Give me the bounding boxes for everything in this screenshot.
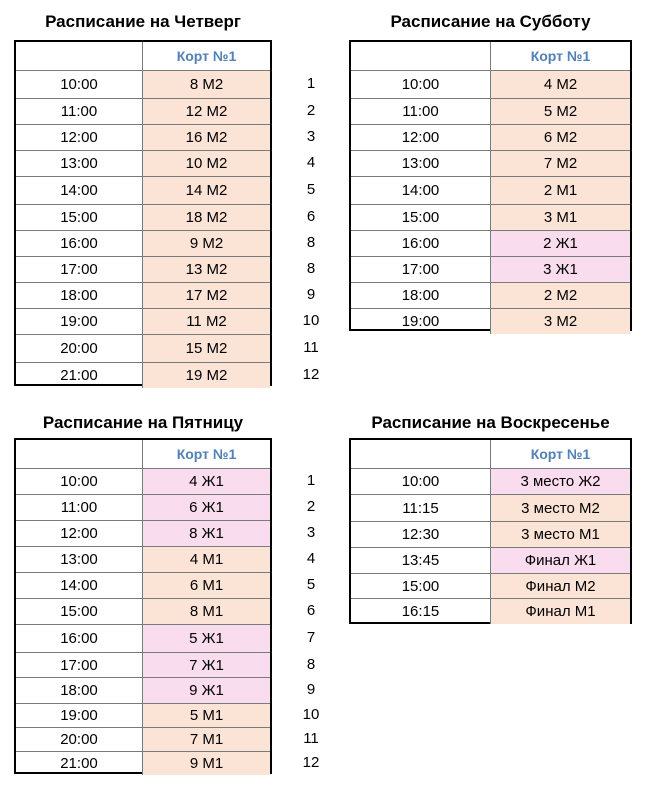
time-cell: 15:00 xyxy=(16,205,143,230)
table-row xyxy=(351,598,630,624)
match-cell: 14 М2 xyxy=(143,177,270,204)
time-cell: 12:00 xyxy=(351,125,491,150)
time-cell: 15:00 xyxy=(351,574,491,598)
header-time-cell xyxy=(351,440,491,468)
header-time-cell xyxy=(16,42,143,70)
time-cell: 19:00 xyxy=(351,309,491,334)
match-cell: 10 М2 xyxy=(143,151,270,176)
time-cell: 16:15 xyxy=(351,599,491,624)
time-cell: 14:00 xyxy=(351,177,491,204)
saturday-table xyxy=(349,40,632,331)
match-number: 8 xyxy=(306,234,316,251)
header-row xyxy=(351,42,630,70)
time-cell: 16:00 xyxy=(16,231,143,256)
match-number: 5 xyxy=(306,576,316,593)
time-cell: 11:00 xyxy=(351,99,491,124)
time-cell: 13:00 xyxy=(351,151,491,176)
table-row xyxy=(16,598,270,624)
match-cell: Финал Ж1 xyxy=(491,548,630,573)
thursday-table xyxy=(14,40,272,386)
time-cell: 15:00 xyxy=(351,205,491,230)
table-row xyxy=(351,494,630,521)
match-cell: 15 М2 xyxy=(143,335,270,362)
table-row xyxy=(16,230,270,256)
time-cell: 12:30 xyxy=(351,522,491,547)
match-number: 3 xyxy=(306,524,316,541)
time-cell: 12:00 xyxy=(16,125,143,150)
table-row xyxy=(16,98,270,124)
table-row xyxy=(16,520,270,546)
sunday-table xyxy=(349,438,632,624)
match-cell: 6 Ж1 xyxy=(143,495,270,520)
time-cell: 11:15 xyxy=(351,495,491,521)
match-number: 12 xyxy=(302,754,320,771)
match-cell: 3 М2 xyxy=(491,309,630,334)
match-number: 4 xyxy=(306,550,316,567)
table-row xyxy=(16,124,270,150)
match-number: 6 xyxy=(306,602,316,619)
match-number: 1 xyxy=(306,75,316,92)
match-number: 7 xyxy=(306,629,316,646)
match-cell: 3 место М2 xyxy=(491,495,630,521)
match-cell: Финал М1 xyxy=(491,599,630,624)
table-row xyxy=(16,727,270,751)
match-cell: 8 М2 xyxy=(143,71,270,98)
court-header: Корт №1 xyxy=(530,446,591,462)
time-cell: 10:00 xyxy=(351,469,491,494)
sunday-title: Расписание на Воскресенье xyxy=(371,413,610,432)
match-number: 8 xyxy=(306,655,316,673)
match-number: 1 xyxy=(306,472,316,489)
friday-table xyxy=(14,438,272,774)
match-cell: 8 М1 xyxy=(143,599,270,624)
table-row xyxy=(16,204,270,230)
table-row xyxy=(351,204,630,230)
header-time-cell xyxy=(351,42,491,70)
time-cell: 16:00 xyxy=(351,231,491,256)
match-number: 6 xyxy=(306,208,316,225)
match-cell: 16 М2 xyxy=(143,125,270,150)
match-number: 2 xyxy=(306,498,316,515)
table-row xyxy=(351,282,630,308)
match-cell: 5 Ж1 xyxy=(143,625,270,652)
match-number: 11 xyxy=(303,730,319,747)
match-number: 2 xyxy=(306,102,316,119)
time-cell: 12:00 xyxy=(16,521,143,546)
time-cell: 15:00 xyxy=(16,599,143,624)
table-row xyxy=(351,98,630,124)
time-cell: 13:00 xyxy=(16,151,143,176)
time-cell: 11:00 xyxy=(16,495,143,520)
match-cell: 3 Ж1 xyxy=(491,257,630,282)
table-row xyxy=(16,494,270,520)
time-cell: 20:00 xyxy=(16,728,143,751)
match-cell: 2 М1 xyxy=(491,177,630,204)
time-cell: 10:00 xyxy=(16,469,143,494)
header-row xyxy=(351,440,630,468)
time-cell: 17:00 xyxy=(351,257,491,282)
match-cell: 3 место Ж2 xyxy=(491,469,630,494)
match-cell: 18 М2 xyxy=(143,205,270,230)
match-cell: 6 М2 xyxy=(491,125,630,150)
table-row xyxy=(351,230,630,256)
match-number: 9 xyxy=(306,286,316,303)
time-cell: 18:00 xyxy=(16,283,143,308)
match-cell: 4 М1 xyxy=(143,547,270,572)
match-cell: 9 М2 xyxy=(143,231,270,256)
time-cell: 17:00 xyxy=(16,653,143,677)
match-cell: 2 Ж1 xyxy=(491,231,630,256)
match-cell: 19 М2 xyxy=(143,363,270,388)
table-row xyxy=(16,70,270,98)
time-cell: 14:00 xyxy=(16,177,143,204)
table-row xyxy=(351,70,630,98)
time-cell: 11:00 xyxy=(16,99,143,124)
table-row xyxy=(351,573,630,598)
match-cell: 7 М1 xyxy=(143,728,270,751)
match-cell: Финал М2 xyxy=(491,574,630,598)
match-number: 8 xyxy=(306,260,316,277)
table-row xyxy=(16,308,270,334)
match-cell: 4 Ж1 xyxy=(143,469,270,494)
time-cell: 13:45 xyxy=(351,548,491,573)
match-cell: 7 М2 xyxy=(491,151,630,176)
time-cell: 19:00 xyxy=(16,309,143,334)
friday-title: Расписание на Пятницу xyxy=(42,413,244,432)
table-row xyxy=(351,150,630,176)
match-cell: 3 М1 xyxy=(491,205,630,230)
court-header: Корт №1 xyxy=(530,48,591,64)
match-cell: 8 Ж1 xyxy=(143,521,270,546)
match-cell: 11 М2 xyxy=(143,309,270,334)
time-cell: 21:00 xyxy=(16,752,143,775)
table-row xyxy=(16,703,270,727)
table-row xyxy=(16,468,270,494)
match-number: 10 xyxy=(302,312,320,329)
court-header: Корт №1 xyxy=(176,48,237,64)
header-row xyxy=(16,440,270,468)
match-number: 4 xyxy=(306,154,316,171)
match-cell: 5 М2 xyxy=(491,99,630,124)
table-row xyxy=(16,677,270,703)
time-cell: 20:00 xyxy=(16,335,143,362)
match-cell: 9 М1 xyxy=(143,752,270,775)
match-cell: 9 Ж1 xyxy=(143,678,270,703)
court-header: Корт №1 xyxy=(176,446,237,462)
table-row xyxy=(16,282,270,308)
table-row xyxy=(16,176,270,204)
time-cell: 17:00 xyxy=(16,257,143,282)
match-number: 12 xyxy=(302,366,320,383)
table-row xyxy=(16,751,270,775)
time-cell: 18:00 xyxy=(351,283,491,308)
match-number: 10 xyxy=(302,706,320,723)
table-row xyxy=(351,547,630,573)
saturday-title: Расписание на Субботу xyxy=(390,12,591,31)
table-row xyxy=(16,572,270,598)
table-row xyxy=(16,256,270,282)
table-row xyxy=(16,546,270,572)
time-cell: 10:00 xyxy=(351,71,491,98)
time-cell: 18:00 xyxy=(16,678,143,703)
match-cell: 4 М2 xyxy=(491,71,630,98)
time-cell: 19:00 xyxy=(16,704,143,727)
table-row xyxy=(351,176,630,204)
match-cell: 3 место М1 xyxy=(491,522,630,547)
table-row xyxy=(16,362,270,388)
table-row xyxy=(351,468,630,494)
table-row xyxy=(16,624,270,652)
time-cell: 16:00 xyxy=(16,625,143,652)
match-number: 9 xyxy=(306,681,316,698)
time-cell: 10:00 xyxy=(16,71,143,98)
match-cell: 5 М1 xyxy=(143,704,270,727)
match-cell: 17 М2 xyxy=(143,283,270,308)
table-row xyxy=(351,124,630,150)
time-cell: 21:00 xyxy=(16,363,143,388)
header-time-cell xyxy=(16,440,143,468)
table-row xyxy=(16,150,270,176)
table-row xyxy=(16,652,270,677)
match-number: 5 xyxy=(306,181,316,198)
match-cell: 13 М2 xyxy=(143,257,270,282)
match-cell: 2 М2 xyxy=(491,283,630,308)
time-cell: 14:00 xyxy=(16,573,143,598)
table-row xyxy=(351,521,630,547)
match-number: 11 xyxy=(303,339,319,356)
match-cell: 12 М2 xyxy=(143,99,270,124)
thursday-title: Расписание на Четверг xyxy=(45,12,241,31)
match-cell: 6 М1 xyxy=(143,573,270,598)
match-number: 3 xyxy=(306,128,316,145)
table-row xyxy=(16,334,270,362)
table-row xyxy=(351,308,630,334)
header-row xyxy=(16,42,270,70)
match-cell: 7 Ж1 xyxy=(143,653,270,677)
table-row xyxy=(351,256,630,282)
time-cell: 13:00 xyxy=(16,547,143,572)
